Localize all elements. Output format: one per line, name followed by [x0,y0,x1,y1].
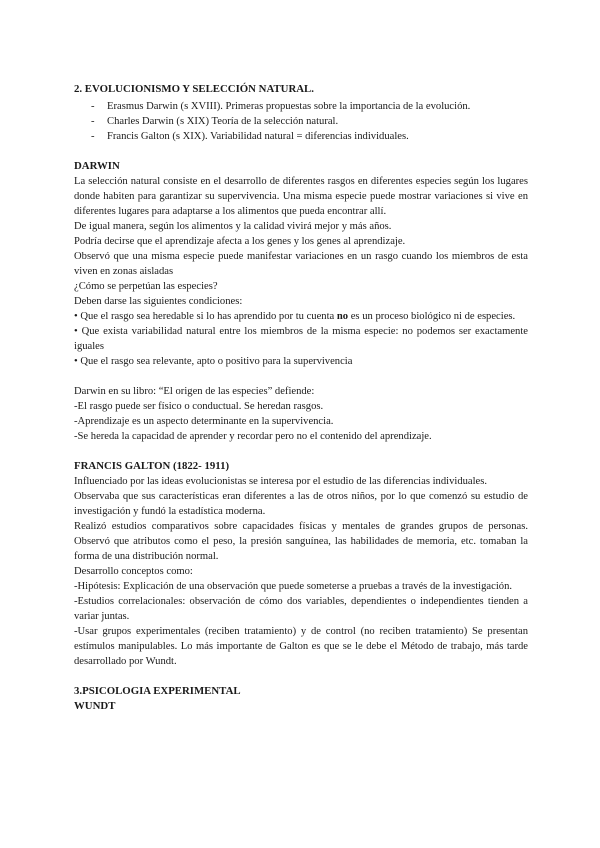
condition-text: • Que el rasgo sea heredable si lo has aprendido por tu cuenta [74,311,337,322]
darwin-condition-2: • Que exista variabilidad natural entre los miembros de la misma especie: no podemos ser exactamente iguales [74,326,528,352]
document-page [74,82,528,714]
section-2-title: 2. EVOLUCIONISMO Y SELECCIÓN NATURAL. [74,83,314,95]
galton-concept: -Usar grupos experimentales (reciben tratamiento) y de control (no reciben tratamiento) Se presentan estímulos manipulables. Lo más importante de Galton es que se le debe el Método de trabajo, más tarde desarrollado por Wundt. [74,626,528,667]
darwin-condition-1 [74,309,528,324]
darwin-book-point: -El rasgo puede ser físico o conductual. Se heredan rasgos. [74,401,324,412]
darwin-book-intro: Darwin en su libro: “El origen de las especies” defiende: [74,386,315,397]
section-3-title: 3.PSICOLOGIA EXPERIMENTAL [74,685,241,697]
darwin-paragraph: Podría decirse que el aprendizaje afecta a los genes y los genes al aprendizaje. [74,236,406,247]
galton-heading: FRANCIS GALTON (1822- 1911) [74,460,230,472]
condition-text: es un proceso biológico ni de especies. [348,311,516,322]
darwin-paragraph: Observó que una misma especie puede manifestar variaciones en un rasgo cuando los miembros de esta viven en zonas aisladas [74,251,528,277]
darwin-condition-3: • Que el rasgo sea relevante, apto o positivo para la supervivencia [74,356,353,367]
darwin-question: ¿Cómo se perpetúan las especies? [74,281,218,292]
galton-concept: -Hipótesis: Explicación de una observación que puede someterse a pruebas a través de la investigación. [74,581,513,592]
galton-paragraph: Realizó estudios comparativos sobre capacidades físicas y mentales de grandes grupos de personas. Observó que atributos como el peso, la presión sanguínea, las habilidades de memoria, etc. tomaban la forma de una distribución normal. [74,521,528,562]
darwin-paragraph: La selección natural consiste en el desarrollo de diferentes rasgos en diferentes especies según los lugares donde habiten para garantizar su supervivencia. Una misma especie puede mostrar variaciones si vive en diferentes lugares para adaptarse a los alimentos que pueda encontrar allí. [74,176,528,217]
galton-paragraph: Desarrollo conceptos como: [74,566,193,577]
galton-paragraph: Influenciado por las ideas evolucionistas se interesa por el estudio de las diferencias individuales. [74,476,488,487]
darwin-heading: DARWIN [74,160,120,172]
darwin-paragraph: Deben darse las siguientes condiciones: [74,296,243,307]
galton-concept: -Estudios correlacionales: observación de cómo dos variables, dependientes o independientes tienden a variar juntas. [74,596,528,622]
section-2-list [74,99,528,144]
list-item: - Charles Darwin (s XIX) Teoría de la selección natural. [74,114,528,129]
list-item: - Erasmus Darwin (s XVIII). Primeras propuestas sobre la importancia de la evolución. [74,99,528,114]
galton-paragraph: Observaba que sus características eran diferentes a las de otros niños, por lo que comenzó su estudio de investigación y fundó la estadística moderna. [74,491,528,517]
condition-emphasis: no [336,311,349,322]
wundt-heading: WUNDT [74,700,116,712]
darwin-book-point: -Se hereda la capacidad de aprender y recordar pero no el contenido del aprendizaje. [74,431,432,442]
darwin-paragraph: De igual manera, según los alimentos y la calidad vivirá mejor y más años. [74,221,392,232]
list-item: - Francis Galton (s XIX). Variabilidad natural = diferencias individuales. [74,129,528,144]
darwin-book-point: -Aprendizaje es un aspecto determinante en la supervivencia. [74,416,334,427]
